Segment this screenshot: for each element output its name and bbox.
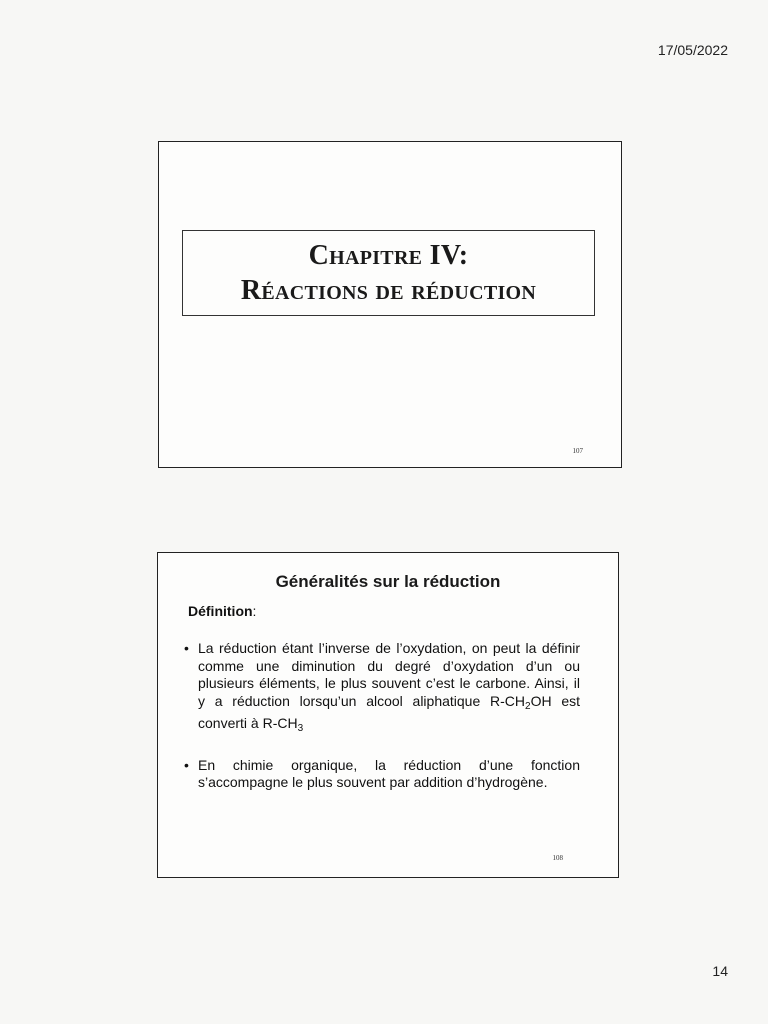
- page-number: 14: [712, 963, 728, 979]
- bullet-text-part: OH est converti à R-CH: [198, 692, 580, 731]
- slide-number: 108: [552, 854, 563, 862]
- slide-107: [158, 141, 622, 468]
- slide-number: 107: [572, 447, 583, 455]
- bullet-reduction-definition: [198, 640, 580, 738]
- slide-108: [157, 552, 619, 878]
- chapter-subtitle: Réactions de réduction: [240, 275, 537, 306]
- chapter-title-box: [182, 230, 595, 316]
- chapter-title: Chapitre IV:: [308, 240, 469, 271]
- definition-label: [188, 603, 256, 619]
- slide-heading: Généralités sur la réduction: [275, 572, 501, 591]
- page-date: 17/05/2022: [657, 42, 728, 58]
- bullet-organic-chemistry: • En chimie organique, la réduction d’une fonction s’accompagne le plus souvent par addition d’hydrogène.: [198, 757, 580, 792]
- definition-colon: :: [252, 603, 257, 619]
- bullet-text-part: La réduction étant l’inverse de l’oxydation, on peut la définir comme une diminution du degré d’oxydation d’un ou plusieurs éléments, le plus souvent c’est le carbone. Ainsi, il y a réduction lorsqu’un alcool aliphatique R-CH: [198, 640, 580, 709]
- subscript: 2: [525, 700, 531, 712]
- definition-list: [198, 640, 580, 811]
- definition-word: Définition: [188, 603, 253, 619]
- subscript: 3: [297, 723, 304, 734]
